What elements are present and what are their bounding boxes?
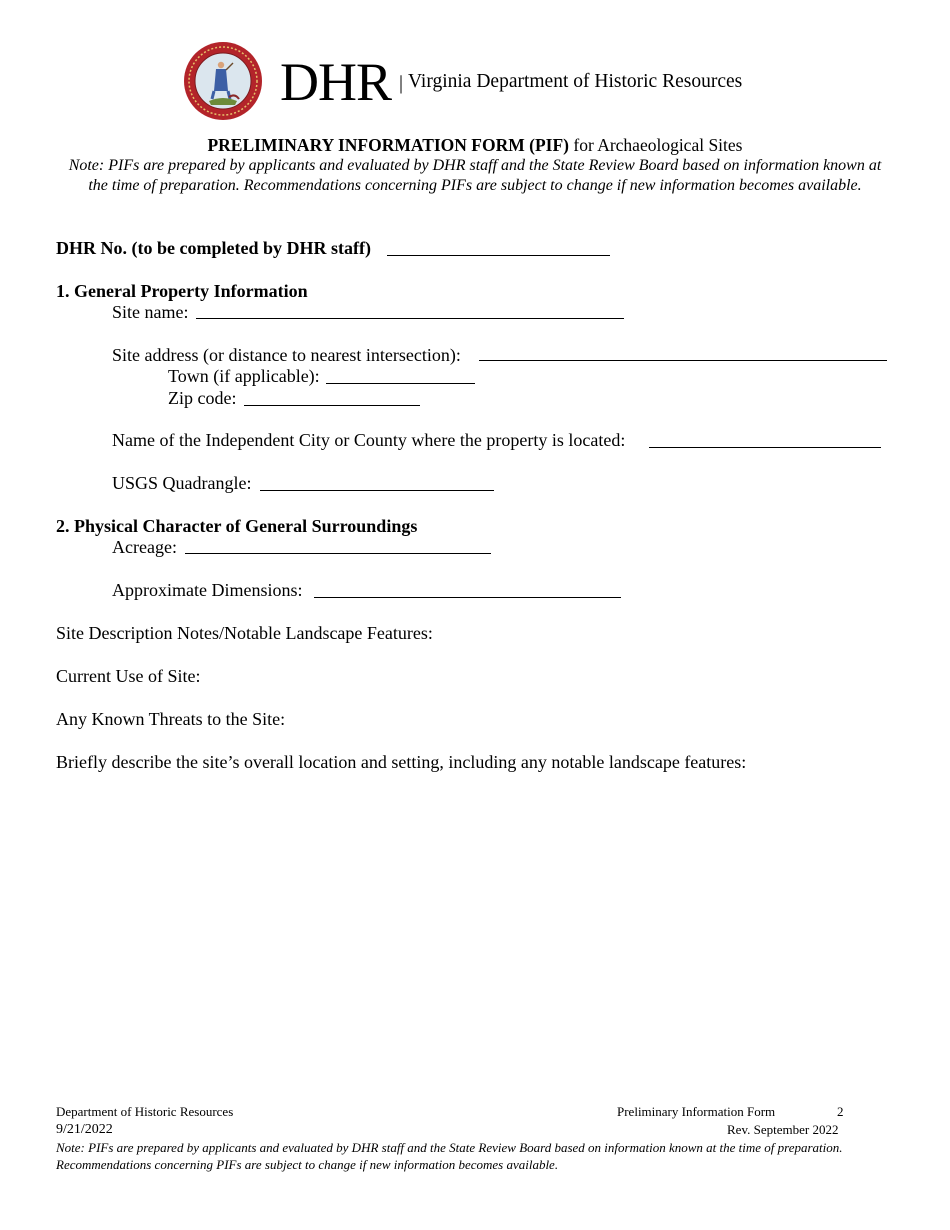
usgs-quadrangle-label: USGS Quadrangle: [112, 473, 252, 493]
organization-name: Virginia Department of Historic Resources [408, 71, 743, 92]
form-title-bold: PRELIMINARY INFORMATION FORM (PIF) [207, 135, 569, 155]
site-name-field[interactable] [196, 318, 624, 319]
header-separator: | [399, 72, 404, 94]
form-title-suffix: for Archaeological Sites [569, 135, 743, 155]
town-field[interactable] [326, 383, 475, 384]
footer-date: 9/21/2022 [56, 1122, 113, 1137]
footer-page-number: 2 [837, 1104, 844, 1119]
known-threats-label: Any Known Threats to the Site: [56, 709, 286, 729]
acreage-field[interactable] [185, 553, 491, 554]
current-use-label: Current Use of Site: [56, 666, 201, 686]
dhr-acronym: DHR [280, 52, 392, 112]
site-address-field[interactable] [479, 360, 887, 361]
zip-code-label: Zip code: [168, 388, 237, 408]
dhr-no-field[interactable] [387, 255, 610, 256]
usgs-quadrangle-field[interactable] [260, 490, 494, 491]
section-2-heading: 2. Physical Character of General Surroundings [56, 516, 418, 536]
site-address-label: Site address (or distance to nearest intersection): [112, 345, 461, 365]
town-label: Town (if applicable): [168, 366, 320, 386]
virginia-seal-logo [183, 41, 263, 121]
county-field[interactable] [649, 447, 881, 448]
approximate-dimensions-field[interactable] [314, 597, 621, 598]
footer-revision: Rev. September 2022 [727, 1122, 839, 1137]
form-title [0, 135, 950, 155]
site-name-label: Site name: [112, 302, 189, 322]
footer-note-line-2: Recommendations concerning PIFs are subject to change if new information becomes available. [56, 1157, 559, 1172]
zip-code-field[interactable] [244, 405, 420, 406]
footer-form-name: Preliminary Information Form [617, 1104, 776, 1119]
footer-department: Department of Historic Resources [56, 1104, 234, 1119]
location-setting-prompt: Briefly describe the site’s overall location and setting, including any notable landscape features: [56, 752, 747, 772]
approximate-dimensions-label: Approximate Dimensions: [112, 580, 303, 600]
section-1-heading: 1. General Property Information [56, 281, 308, 301]
form-note: Note: PIFs are prepared by applicants and evaluated by DHR staff and the State Review Board based on information known at the time of preparation. Recommendations concerning PIFs are subject to change if new information becomes available. [68, 157, 882, 194]
dhr-no-label: DHR No. (to be completed by DHR staff) [56, 238, 371, 258]
site-description-label: Site Description Notes/Notable Landscape Features: [56, 623, 433, 643]
footer-note-line-1: Note: PIFs are prepared by applicants and evaluated by DHR staff and the State Review Board based on information known at the time of preparation. [56, 1140, 843, 1155]
acreage-label: Acreage: [112, 537, 177, 557]
county-label: Name of the Independent City or County where the property is located: [112, 430, 626, 450]
